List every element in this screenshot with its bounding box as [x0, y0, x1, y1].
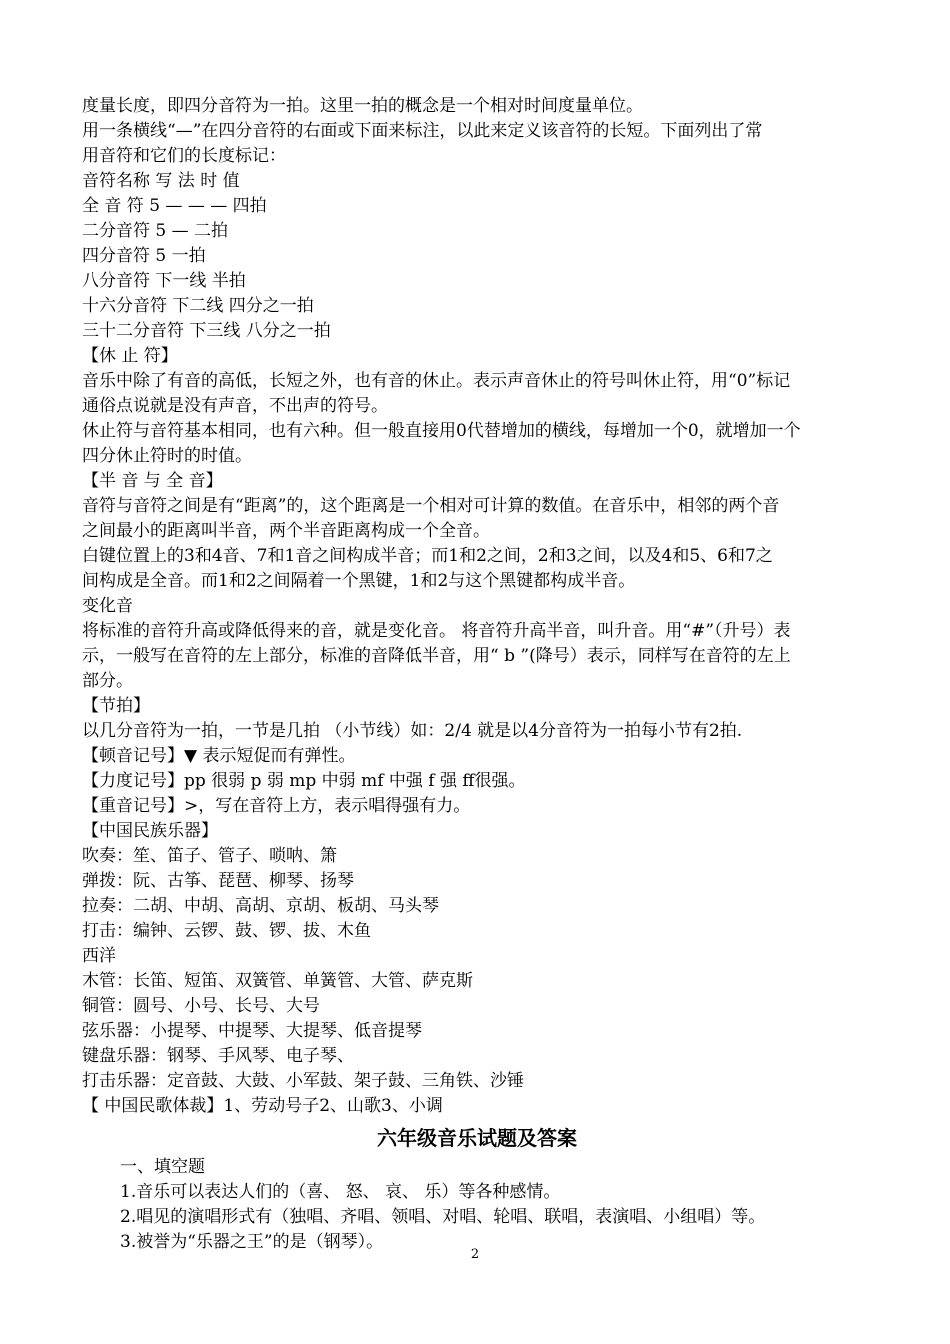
quiz-item: 2.唱见的演唱形式有（独唱、齐唱、领唱、对唱、轮唱、联唱，表演唱、小组唱）等。 — [120, 1207, 766, 1227]
text-line: 部分。 — [82, 671, 133, 691]
text-line: 音符名称 写 法 时 值 — [82, 171, 240, 191]
text-line: 【力度记号】pp 很弱 p 弱 mp 中弱 mf 中强 f 强 ff很强。 — [82, 771, 526, 791]
text-line: 弦乐器：小提琴、中提琴、大提琴、低音提琴 — [82, 1021, 422, 1041]
text-line: 二分音符 5 — 二拍 — [82, 221, 229, 241]
text-line: 弹拨：阮、古筝、琵琶、柳琴、扬琴 — [82, 871, 354, 891]
text-line: 键盘乐器：钢琴、手风琴、电子琴、 — [82, 1046, 354, 1066]
text-line: 白键位置上的3和4音、7和1音之间构成半音；而1和2之间，2和3之间，以及4和5、6和7之 — [82, 546, 773, 566]
text-line: 将标准的音符升高或降低得来的音，就是变化音。 将音符升高半音，叫升音。用“#”（升号）表 — [82, 621, 791, 641]
text-line: 拉奏：二胡、中胡、高胡、京胡、板胡、马头琴 — [82, 896, 439, 916]
text-line: 间构成是全音。而1和2之间隔着一个黑键，1和2与这个黑键都构成半音。 — [82, 571, 636, 591]
text-line: 变化音 — [82, 596, 133, 616]
text-line: 木管：长笛、短笛、双簧管、单簧管、大管、萨克斯 — [82, 971, 473, 991]
text-line: 八分音符 下一线 半拍 — [82, 271, 246, 291]
section-title: 六年级音乐试题及答案 — [377, 1126, 577, 1150]
quiz-item: 1.音乐可以表达人们的（喜、 怒、 哀、 乐）等各种感情。 — [120, 1182, 561, 1202]
text-line: 音乐中除了有音的高低，长短之外，也有音的休止。表示声音休止的符号叫休止符，用“0”标记 — [82, 371, 791, 391]
text-line: 【中国民族乐器】 — [82, 821, 218, 841]
text-line: 四分休止符时的时值。 — [82, 446, 252, 466]
quiz-heading: 一、填空题 — [120, 1157, 205, 1177]
text-line: 吹奏：笙、笛子、管子、唢呐、箫 — [82, 846, 337, 866]
text-line: 【节拍】 — [82, 696, 150, 716]
text-line: 用音符和它们的长度标记： — [82, 146, 286, 166]
text-line: 以几分音符为一拍，一节是几拍 （小节线）如：2/4 就是以4分音符为一拍每小节有2拍. — [82, 721, 743, 741]
text-line: 音符与音符之间是有“距离”的，这个距离是一个相对可计算的数值。在音乐中，相邻的两个音 — [82, 496, 780, 516]
page-number: 2 — [470, 1247, 480, 1262]
text-line: 【半 音 与 全 音】 — [82, 471, 223, 491]
text-line: 全 音 符 5 — — — 四拍 — [82, 196, 267, 216]
quiz-item: 3.被誉为“乐器之王”的是（钢琴）。 — [120, 1232, 384, 1252]
text-line: 示，一般写在音符的左上部分，标准的音降低半音，用“ b ”(降号）表示，同样写在音符的左上 — [82, 646, 791, 666]
text-line: 铜管：圆号、小号、长号、大号 — [82, 996, 320, 1016]
text-line: 十六分音符 下二线 四分之一拍 — [82, 296, 314, 316]
page-content — [82, 94, 872, 1255]
text-line: 通俗点说就是没有声音，不出声的符号。 — [82, 396, 388, 416]
text-line: 【 中国民歌体裁】1、劳动号子2、山歌3、小调 — [82, 1096, 443, 1116]
text-line: 西洋 — [82, 946, 116, 966]
text-line: 打击乐器：定音鼓、大鼓、小军鼓、架子鼓、三角铁、沙锤 — [82, 1071, 524, 1091]
text-line: 之间最小的距离叫半音，两个半音距离构成一个全音。 — [82, 521, 490, 541]
text-line: 【顿音记号】▼ 表示短促而有弹性。 — [82, 746, 356, 766]
text-line: 打击：编钟、云锣、鼓、锣、拔、木鱼 — [82, 921, 371, 941]
text-line: 【重音记号】>，写在音符上方，表示唱得强有力。 — [82, 796, 471, 816]
text-line: 休止符与音符基本相同，也有六种。但一般直接用0代替增加的横线，每增加一个0，就增加一个 — [82, 421, 801, 441]
text-line: 用一条横线“—”在四分音符的右面或下面来标注，以此来定义该音符的长短。下面列出了常 — [82, 121, 763, 141]
quiz-section — [82, 1155, 872, 1255]
text-line: 四分音符 5 一拍 — [82, 246, 206, 266]
text-line: 三十二分音符 下三线 八分之一拍 — [82, 321, 331, 341]
text-line: 度量长度，即四分音符为一拍。这里一拍的概念是一个相对时间度量单位。 — [82, 96, 643, 116]
body-text — [82, 94, 872, 1119]
text-line: 【休 止 符】 — [82, 346, 178, 366]
